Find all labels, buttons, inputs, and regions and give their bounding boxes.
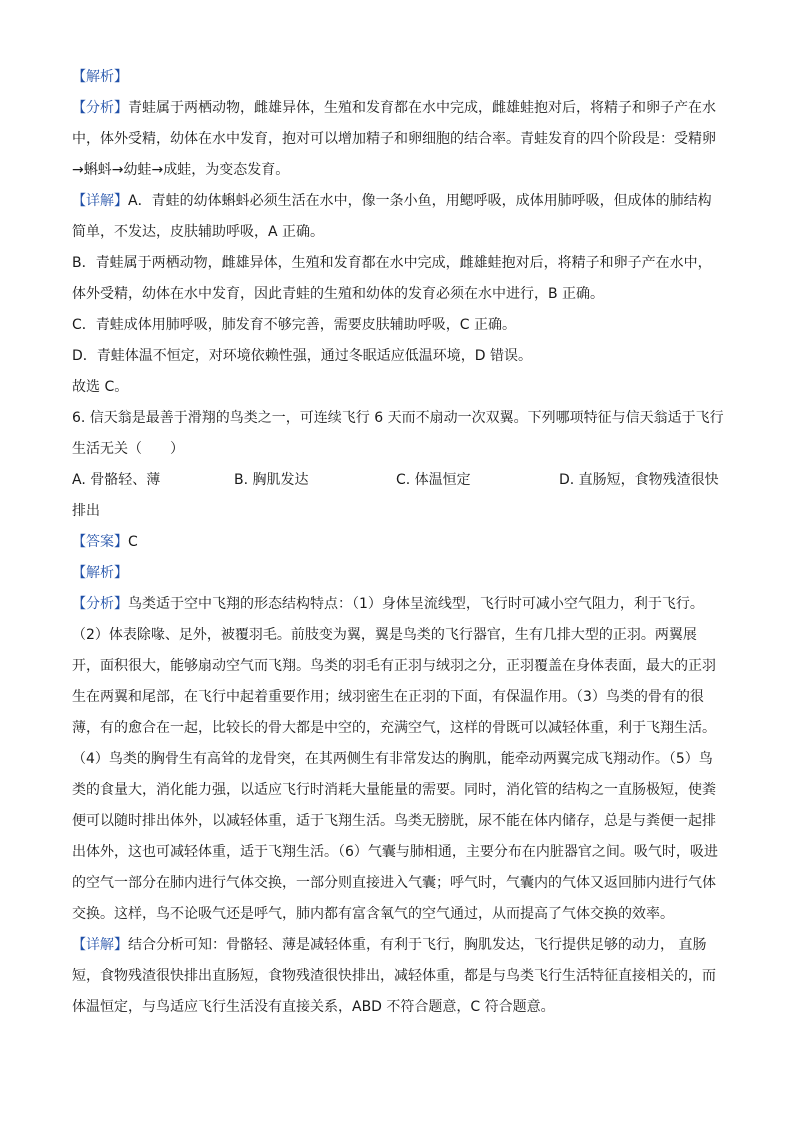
q5-analysis-paragraph <box>72 93 724 186</box>
analysis-tag: 【解析】 <box>72 69 128 85</box>
q5-option-c-explanation: C．青蛙成体用肺呼吸，肺发育不够完善，需要皮肤辅助呼吸，C 正确。 <box>72 317 516 333</box>
q6-option-b: B. 胸肌发达 <box>234 472 309 488</box>
q6-analysis-paragraph <box>72 589 724 930</box>
q6-option-c: C. 体温恒定 <box>396 472 471 488</box>
q6-analysis-text: 鸟类适于空中飞翔的形态结构特点：（1）身体呈流线型，飞行时可减小空气阻力，利于飞行。（2）体表除喙、足外，被覆羽毛。前肢变为翼，翼是鸟类的飞行器官，生有几排大型的正羽。两翼展开，面积很大，能够扇动空气而飞翔。鸟类的羽毛有正羽与绒羽之分，正羽覆盖在身体表面，最大的正羽生在两翼和尾部，在飞行中起着重要作用；绒羽密生在正羽的下面，有保温作用。（3）鸟类的骨有的很薄，有的愈合在一起，比较长的骨大都是中空的，充满空气，这样的骨既可以减轻体重，利于飞翔生活。（4）鸟类的胸骨生有高耸的龙骨突，在其两侧生有非常发达的胸肌，能牵动两翼完成飞翔动作。（5）鸟类的食量大，消化能力强，以适应飞行时消耗大量能量的需要。同时，消化管的结构之一直肠极短，使粪便可以随时排出体外，以减轻体重，适于飞翔生活。鸟类无膀胱，尿不能在体内储存，总是与粪便一起排出体外，这也可减轻体重，适于飞翔生活。（6）气囊与肺相通，主要分布在内脏器官之间。吸气时，吸进的空气一部分在肺内进行气体交换，一部分则直接进入气囊；呼气时，气囊内的气体又返回肺内进行气体交换。这样，鸟不论吸气还是呼气，肺内都有富含氧气的空气通过，从而提高了气体交换的效率。 <box>72 596 718 922</box>
q6-answer-value: C <box>128 534 138 550</box>
q5-option-d-explanation: D．青蛙体温不恒定，对环境依赖性强，通过冬眠适应低温环境，D 错误。 <box>72 348 533 364</box>
q6-option-d: D. 直肠短，食物残渣很快 <box>559 472 719 488</box>
q5-detail-paragraph <box>72 186 724 248</box>
analysis-tag: 【解析】 <box>72 565 128 581</box>
q5-option-b-explanation: B．青蛙属于两栖动物，雌雄异体，生殖和发育都在水中完成，雌雄蛙抱对后，将精子和卵子产在水中，体外受精，幼体在水中发育，因此青蛙的生殖和幼体的发育必须在水中进行，B 正确。 <box>72 255 712 302</box>
detail-tag: 【详解】 <box>72 937 128 953</box>
q5-detail-a-text: A．青蛙的幼体蝌蚪必须生活在水中，像一条小鱼，用鳃呼吸，成体用肺呼吸，但成体的肺结构简单，不发达，皮肤辅助呼吸，A 正确。 <box>72 193 712 240</box>
q6-detail-text: 结合分析可知：骨骼轻、薄是减轻体重，有利于飞行，胸肌发达，飞行提供足够的动力， 直肠短，食物残渣很快排出直肠短，食物残渣很快排出，减轻体重，都是与鸟类飞行生活特征直接相关的，而体温恒定，与鸟适应飞行生活没有直接关系，ABD 不符合题意，C 符合题意。 <box>72 937 716 1015</box>
q6-stem: 6. 信天翁是最善于滑翔的鸟类之一，可连续飞行 6 天而不扇动一次双翼。下列哪项特征与信天翁适于飞行生活无关（ ） <box>72 410 724 457</box>
q6-option-a: A. 骨骼轻、薄 <box>72 472 161 488</box>
q6-option-d-continued: 排出 <box>72 503 100 519</box>
fenxi-tag: 【分析】 <box>72 100 128 116</box>
q6-answer <box>72 527 724 558</box>
q6-detail-paragraph <box>72 930 724 1023</box>
q6-options <box>72 465 724 496</box>
fenxi-tag: 【分析】 <box>72 596 128 612</box>
answer-tag: 【答案】 <box>72 534 128 550</box>
q6-analysis-heading <box>72 558 724 589</box>
q5-analysis-heading <box>72 62 724 93</box>
document-page <box>72 62 724 1023</box>
q5-analysis-text: 青蛙属于两栖动物，雌雄异体，生殖和发育都在水中完成，雌雄蛙抱对后，将精子和卵子产在水中，体外受精，幼体在水中发育，抱对可以增加精子和卵细胞的结合率。青蛙发育的四个阶段是：受精卵→蝌蚪→幼蛙→成蛙，为变态发育。 <box>72 100 716 178</box>
q5-conclusion: 故选 C。 <box>72 379 129 395</box>
detail-tag: 【详解】 <box>72 193 128 209</box>
